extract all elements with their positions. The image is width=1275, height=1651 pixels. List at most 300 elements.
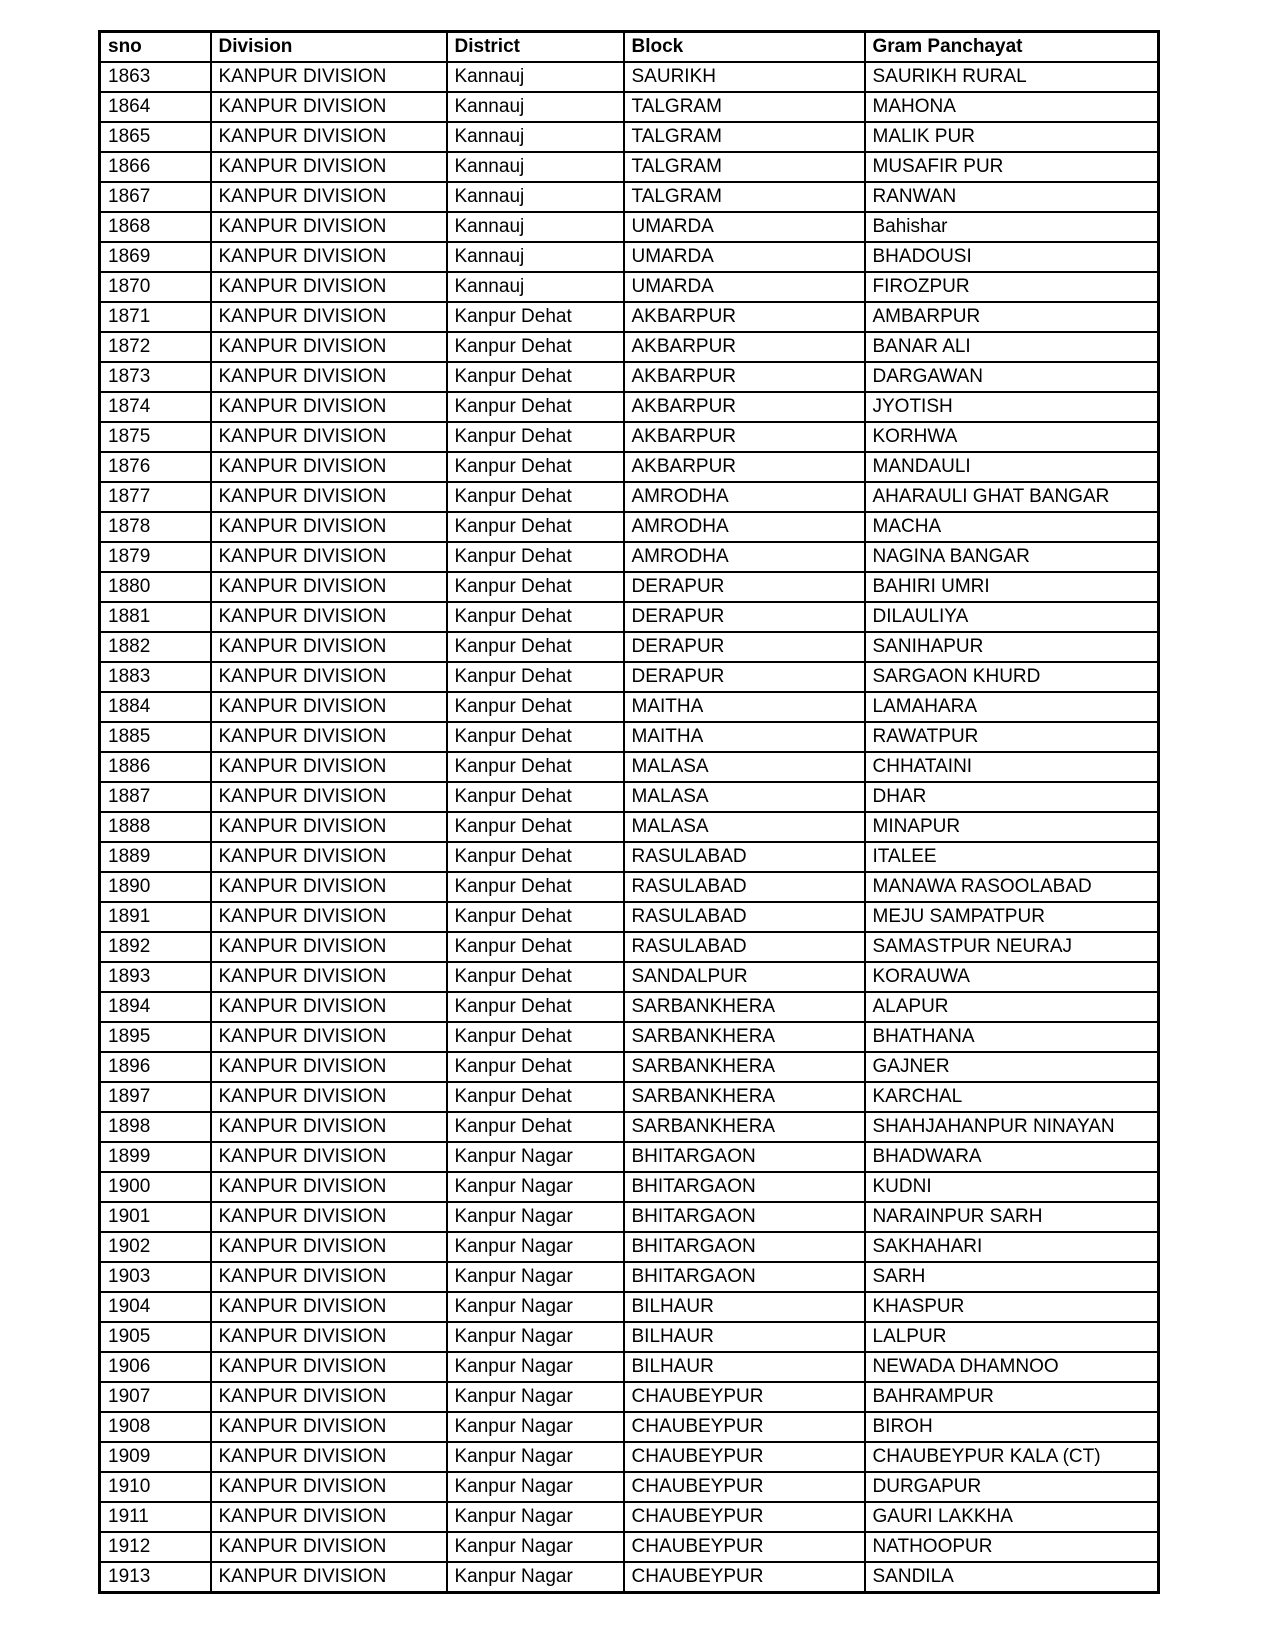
cell-sno: 1887 xyxy=(100,782,211,812)
cell-sno: 1896 xyxy=(100,1052,211,1082)
cell-division: KANPUR DIVISION xyxy=(211,602,447,632)
cell-gram_panchayat: MALIK PUR xyxy=(865,122,1159,152)
table-row xyxy=(100,1292,1159,1322)
cell-division: KANPUR DIVISION xyxy=(211,572,447,602)
cell-division: KANPUR DIVISION xyxy=(211,1382,447,1412)
cell-block: CHAUBEYPUR xyxy=(624,1472,865,1502)
table-row xyxy=(100,572,1159,602)
cell-gram_panchayat: AMBARPUR xyxy=(865,302,1159,332)
cell-division: KANPUR DIVISION xyxy=(211,422,447,452)
cell-division: KANPUR DIVISION xyxy=(211,692,447,722)
cell-block: SARBANKHERA xyxy=(624,1082,865,1112)
cell-block: SANDALPUR xyxy=(624,962,865,992)
cell-gram_panchayat: DILAULIYA xyxy=(865,602,1159,632)
table-row xyxy=(100,1172,1159,1202)
cell-division: KANPUR DIVISION xyxy=(211,662,447,692)
table-row xyxy=(100,632,1159,662)
header-block: Block xyxy=(624,32,865,63)
cell-division: KANPUR DIVISION xyxy=(211,1172,447,1202)
cell-gram_panchayat: BAHRAMPUR xyxy=(865,1382,1159,1412)
header-row xyxy=(100,32,1159,63)
cell-division: KANPUR DIVISION xyxy=(211,1022,447,1052)
cell-division: KANPUR DIVISION xyxy=(211,1052,447,1082)
cell-district: Kanpur Nagar xyxy=(447,1532,624,1562)
cell-division: KANPUR DIVISION xyxy=(211,1352,447,1382)
cell-sno: 1879 xyxy=(100,542,211,572)
cell-block: RASULABAD xyxy=(624,872,865,902)
gram-panchayat-table xyxy=(98,30,1160,1594)
cell-gram_panchayat: DHAR xyxy=(865,782,1159,812)
cell-division: KANPUR DIVISION xyxy=(211,542,447,572)
cell-division: KANPUR DIVISION xyxy=(211,812,447,842)
cell-gram_panchayat: SAMASTPUR NEURAJ xyxy=(865,932,1159,962)
table-row xyxy=(100,1082,1159,1112)
cell-division: KANPUR DIVISION xyxy=(211,782,447,812)
cell-sno: 1893 xyxy=(100,962,211,992)
cell-division: KANPUR DIVISION xyxy=(211,842,447,872)
cell-block: MAITHA xyxy=(624,692,865,722)
cell-gram_panchayat: NEWADA DHAMNOO xyxy=(865,1352,1159,1382)
cell-sno: 1863 xyxy=(100,62,211,92)
cell-sno: 1913 xyxy=(100,1562,211,1593)
table-row xyxy=(100,92,1159,122)
cell-district: Kanpur Nagar xyxy=(447,1322,624,1352)
cell-block: CHAUBEYPUR xyxy=(624,1412,865,1442)
cell-district: Kanpur Dehat xyxy=(447,1082,624,1112)
table-row xyxy=(100,1142,1159,1172)
cell-sno: 1871 xyxy=(100,302,211,332)
cell-division: KANPUR DIVISION xyxy=(211,92,447,122)
cell-block: SARBANKHERA xyxy=(624,1112,865,1142)
cell-division: KANPUR DIVISION xyxy=(211,242,447,272)
cell-gram_panchayat: BHADOUSI xyxy=(865,242,1159,272)
table-row xyxy=(100,1412,1159,1442)
table-row xyxy=(100,1202,1159,1232)
table-row xyxy=(100,992,1159,1022)
cell-sno: 1886 xyxy=(100,752,211,782)
table-header xyxy=(100,32,1159,63)
cell-gram_panchayat: DARGAWAN xyxy=(865,362,1159,392)
cell-division: KANPUR DIVISION xyxy=(211,1472,447,1502)
cell-gram_panchayat: NARAINPUR SARH xyxy=(865,1202,1159,1232)
cell-gram_panchayat: BIROH xyxy=(865,1412,1159,1442)
cell-sno: 1908 xyxy=(100,1412,211,1442)
cell-sno: 1906 xyxy=(100,1352,211,1382)
table-row xyxy=(100,1052,1159,1082)
cell-division: KANPUR DIVISION xyxy=(211,1082,447,1112)
cell-block: BHITARGAON xyxy=(624,1172,865,1202)
table-row xyxy=(100,1232,1159,1262)
cell-district: Kanpur Dehat xyxy=(447,842,624,872)
cell-gram_panchayat: NAGINA BANGAR xyxy=(865,542,1159,572)
cell-district: Kanpur Nagar xyxy=(447,1562,624,1593)
cell-district: Kanpur Dehat xyxy=(447,782,624,812)
cell-block: DERAPUR xyxy=(624,632,865,662)
cell-division: KANPUR DIVISION xyxy=(211,902,447,932)
cell-district: Kanpur Nagar xyxy=(447,1202,624,1232)
cell-sno: 1867 xyxy=(100,182,211,212)
cell-division: KANPUR DIVISION xyxy=(211,362,447,392)
cell-district: Kanpur Dehat xyxy=(447,812,624,842)
cell-district: Kanpur Dehat xyxy=(447,902,624,932)
cell-division: KANPUR DIVISION xyxy=(211,1412,447,1442)
cell-division: KANPUR DIVISION xyxy=(211,962,447,992)
cell-sno: 1876 xyxy=(100,452,211,482)
cell-sno: 1904 xyxy=(100,1292,211,1322)
table-row xyxy=(100,842,1159,872)
cell-sno: 1911 xyxy=(100,1502,211,1532)
cell-sno: 1875 xyxy=(100,422,211,452)
table-row xyxy=(100,152,1159,182)
header-division: Division xyxy=(211,32,447,63)
cell-sno: 1890 xyxy=(100,872,211,902)
cell-sno: 1898 xyxy=(100,1112,211,1142)
table-row xyxy=(100,1532,1159,1562)
cell-block: BHITARGAON xyxy=(624,1202,865,1232)
cell-gram_panchayat: MEJU SAMPATPUR xyxy=(865,902,1159,932)
cell-division: KANPUR DIVISION xyxy=(211,272,447,302)
cell-sno: 1881 xyxy=(100,602,211,632)
table-row xyxy=(100,962,1159,992)
cell-district: Kanpur Dehat xyxy=(447,482,624,512)
table-row xyxy=(100,302,1159,332)
table-row xyxy=(100,452,1159,482)
table-row xyxy=(100,662,1159,692)
cell-block: BHITARGAON xyxy=(624,1262,865,1292)
cell-district: Kannauj xyxy=(447,92,624,122)
cell-district: Kanpur Nagar xyxy=(447,1262,624,1292)
table-row xyxy=(100,332,1159,362)
cell-sno: 1865 xyxy=(100,122,211,152)
cell-gram_panchayat: BHADWARA xyxy=(865,1142,1159,1172)
cell-block: MALASA xyxy=(624,782,865,812)
cell-block: CHAUBEYPUR xyxy=(624,1502,865,1532)
cell-sno: 1901 xyxy=(100,1202,211,1232)
cell-block: TALGRAM xyxy=(624,92,865,122)
cell-division: KANPUR DIVISION xyxy=(211,1442,447,1472)
cell-district: Kanpur Dehat xyxy=(447,992,624,1022)
cell-sno: 1897 xyxy=(100,1082,211,1112)
cell-block: AKBARPUR xyxy=(624,392,865,422)
cell-district: Kanpur Dehat xyxy=(447,572,624,602)
table-row xyxy=(100,422,1159,452)
table-row xyxy=(100,1352,1159,1382)
cell-district: Kanpur Dehat xyxy=(447,602,624,632)
cell-sno: 1907 xyxy=(100,1382,211,1412)
cell-district: Kanpur Dehat xyxy=(447,632,624,662)
cell-sno: 1903 xyxy=(100,1262,211,1292)
cell-division: KANPUR DIVISION xyxy=(211,632,447,662)
cell-district: Kanpur Nagar xyxy=(447,1352,624,1382)
cell-district: Kannauj xyxy=(447,182,624,212)
cell-district: Kanpur Dehat xyxy=(447,932,624,962)
cell-sno: 1885 xyxy=(100,722,211,752)
cell-block: BHITARGAON xyxy=(624,1142,865,1172)
cell-division: KANPUR DIVISION xyxy=(211,482,447,512)
cell-block: SARBANKHERA xyxy=(624,992,865,1022)
cell-gram_panchayat: SAKHAHARI xyxy=(865,1232,1159,1262)
table-row xyxy=(100,1022,1159,1052)
cell-gram_panchayat: MAHONA xyxy=(865,92,1159,122)
cell-district: Kanpur Dehat xyxy=(447,512,624,542)
cell-gram_panchayat: BANAR ALI xyxy=(865,332,1159,362)
cell-sno: 1900 xyxy=(100,1172,211,1202)
cell-block: CHAUBEYPUR xyxy=(624,1442,865,1472)
cell-division: KANPUR DIVISION xyxy=(211,302,447,332)
cell-district: Kannauj xyxy=(447,62,624,92)
cell-gram_panchayat: CHHATAINI xyxy=(865,752,1159,782)
cell-sno: 1868 xyxy=(100,212,211,242)
cell-division: KANPUR DIVISION xyxy=(211,1112,447,1142)
cell-block: BILHAUR xyxy=(624,1292,865,1322)
cell-district: Kanpur Nagar xyxy=(447,1442,624,1472)
table-row xyxy=(100,512,1159,542)
table-row xyxy=(100,692,1159,722)
cell-gram_panchayat: KORHWA xyxy=(865,422,1159,452)
cell-district: Kannauj xyxy=(447,122,624,152)
cell-sno: 1891 xyxy=(100,902,211,932)
cell-sno: 1899 xyxy=(100,1142,211,1172)
table-row xyxy=(100,392,1159,422)
cell-division: KANPUR DIVISION xyxy=(211,332,447,362)
cell-block: AMRODHA xyxy=(624,512,865,542)
cell-sno: 1878 xyxy=(100,512,211,542)
cell-division: KANPUR DIVISION xyxy=(211,1292,447,1322)
cell-division: KANPUR DIVISION xyxy=(211,1322,447,1352)
header-sno: sno xyxy=(100,32,211,63)
cell-division: KANPUR DIVISION xyxy=(211,872,447,902)
cell-block: DERAPUR xyxy=(624,602,865,632)
cell-division: KANPUR DIVISION xyxy=(211,1502,447,1532)
cell-district: Kanpur Dehat xyxy=(447,542,624,572)
cell-district: Kanpur Nagar xyxy=(447,1172,624,1202)
cell-gram_panchayat: LALPUR xyxy=(865,1322,1159,1352)
cell-division: KANPUR DIVISION xyxy=(211,1562,447,1593)
cell-sno: 1910 xyxy=(100,1472,211,1502)
cell-block: BILHAUR xyxy=(624,1322,865,1352)
cell-gram_panchayat: Bahishar xyxy=(865,212,1159,242)
table-row xyxy=(100,872,1159,902)
cell-block: UMARDA xyxy=(624,242,865,272)
cell-district: Kanpur Dehat xyxy=(447,302,624,332)
table-row xyxy=(100,782,1159,812)
cell-gram_panchayat: GAURI LAKKHA xyxy=(865,1502,1159,1532)
cell-district: Kanpur Dehat xyxy=(447,392,624,422)
cell-block: RASULABAD xyxy=(624,932,865,962)
table-row xyxy=(100,1502,1159,1532)
table-row xyxy=(100,212,1159,242)
table-row xyxy=(100,1382,1159,1412)
cell-district: Kanpur Dehat xyxy=(447,422,624,452)
cell-sno: 1874 xyxy=(100,392,211,422)
cell-district: Kanpur Dehat xyxy=(447,452,624,482)
cell-district: Kannauj xyxy=(447,272,624,302)
cell-block: SARBANKHERA xyxy=(624,1022,865,1052)
table-row xyxy=(100,722,1159,752)
cell-block: CHAUBEYPUR xyxy=(624,1562,865,1593)
cell-district: Kanpur Dehat xyxy=(447,332,624,362)
cell-gram_panchayat: LAMAHARA xyxy=(865,692,1159,722)
cell-block: RASULABAD xyxy=(624,902,865,932)
cell-sno: 1864 xyxy=(100,92,211,122)
cell-sno: 1883 xyxy=(100,662,211,692)
cell-division: KANPUR DIVISION xyxy=(211,62,447,92)
cell-block: MALASA xyxy=(624,752,865,782)
cell-gram_panchayat: CHAUBEYPUR KALA (CT) xyxy=(865,1442,1159,1472)
table-row xyxy=(100,1262,1159,1292)
cell-gram_panchayat: MANAWA RASOOLABAD xyxy=(865,872,1159,902)
cell-block: CHAUBEYPUR xyxy=(624,1382,865,1412)
table-row xyxy=(100,1472,1159,1502)
cell-gram_panchayat: RANWAN xyxy=(865,182,1159,212)
table-row xyxy=(100,752,1159,782)
table-row xyxy=(100,122,1159,152)
cell-division: KANPUR DIVISION xyxy=(211,122,447,152)
cell-gram_panchayat: SARGAON KHURD xyxy=(865,662,1159,692)
cell-sno: 1894 xyxy=(100,992,211,1022)
cell-block: AKBARPUR xyxy=(624,332,865,362)
cell-sno: 1892 xyxy=(100,932,211,962)
cell-district: Kanpur Dehat xyxy=(447,872,624,902)
cell-block: TALGRAM xyxy=(624,152,865,182)
table-row xyxy=(100,1442,1159,1472)
cell-district: Kanpur Nagar xyxy=(447,1502,624,1532)
cell-division: KANPUR DIVISION xyxy=(211,1232,447,1262)
cell-district: Kanpur Nagar xyxy=(447,1382,624,1412)
table-body xyxy=(100,62,1159,1593)
cell-sno: 1895 xyxy=(100,1022,211,1052)
cell-district: Kannauj xyxy=(447,212,624,242)
cell-district: Kanpur Dehat xyxy=(447,362,624,392)
cell-sno: 1905 xyxy=(100,1322,211,1352)
table-row xyxy=(100,932,1159,962)
cell-division: KANPUR DIVISION xyxy=(211,1262,447,1292)
cell-block: SARBANKHERA xyxy=(624,1052,865,1082)
cell-block: AKBARPUR xyxy=(624,362,865,392)
cell-block: BHITARGAON xyxy=(624,1232,865,1262)
cell-block: CHAUBEYPUR xyxy=(624,1532,865,1562)
cell-district: Kanpur Dehat xyxy=(447,1052,624,1082)
cell-sno: 1884 xyxy=(100,692,211,722)
cell-sno: 1866 xyxy=(100,152,211,182)
cell-district: Kannauj xyxy=(447,152,624,182)
table-row xyxy=(100,542,1159,572)
cell-block: TALGRAM xyxy=(624,182,865,212)
cell-block: AMRODHA xyxy=(624,482,865,512)
cell-division: KANPUR DIVISION xyxy=(211,1202,447,1232)
cell-gram_panchayat: SHAHJAHANPUR NINAYAN xyxy=(865,1112,1159,1142)
cell-gram_panchayat: ITALEE xyxy=(865,842,1159,872)
cell-gram_panchayat: BAHIRI UMRI xyxy=(865,572,1159,602)
table-row xyxy=(100,902,1159,932)
cell-division: KANPUR DIVISION xyxy=(211,1532,447,1562)
cell-gram_panchayat: MANDAULI xyxy=(865,452,1159,482)
cell-district: Kanpur Nagar xyxy=(447,1232,624,1262)
cell-sno: 1869 xyxy=(100,242,211,272)
cell-block: DERAPUR xyxy=(624,572,865,602)
cell-division: KANPUR DIVISION xyxy=(211,932,447,962)
cell-division: KANPUR DIVISION xyxy=(211,752,447,782)
cell-gram_panchayat: MACHA xyxy=(865,512,1159,542)
cell-gram_panchayat: NATHOOPUR xyxy=(865,1532,1159,1562)
cell-district: Kanpur Nagar xyxy=(447,1142,624,1172)
cell-sno: 1882 xyxy=(100,632,211,662)
cell-sno: 1909 xyxy=(100,1442,211,1472)
table-row xyxy=(100,1112,1159,1142)
cell-block: AKBARPUR xyxy=(624,452,865,482)
table-row xyxy=(100,1562,1159,1593)
cell-division: KANPUR DIVISION xyxy=(211,992,447,1022)
cell-gram_panchayat: JYOTISH xyxy=(865,392,1159,422)
table-row xyxy=(100,362,1159,392)
cell-gram_panchayat: SANIHAPUR xyxy=(865,632,1159,662)
cell-block: MALASA xyxy=(624,812,865,842)
cell-sno: 1912 xyxy=(100,1532,211,1562)
table-row xyxy=(100,62,1159,92)
cell-gram_panchayat: FIROZPUR xyxy=(865,272,1159,302)
table-row xyxy=(100,812,1159,842)
cell-district: Kannauj xyxy=(447,242,624,272)
cell-district: Kanpur Dehat xyxy=(447,692,624,722)
cell-gram_panchayat: SARH xyxy=(865,1262,1159,1292)
cell-gram_panchayat: MINAPUR xyxy=(865,812,1159,842)
cell-gram_panchayat: AHARAULI GHAT BANGAR xyxy=(865,482,1159,512)
table-row xyxy=(100,482,1159,512)
cell-division: KANPUR DIVISION xyxy=(211,392,447,422)
cell-sno: 1880 xyxy=(100,572,211,602)
cell-division: KANPUR DIVISION xyxy=(211,1142,447,1172)
cell-gram_panchayat: RAWATPUR xyxy=(865,722,1159,752)
cell-gram_panchayat: SAURIKH RURAL xyxy=(865,62,1159,92)
cell-block: UMARDA xyxy=(624,272,865,302)
cell-gram_panchayat: MUSAFIR PUR xyxy=(865,152,1159,182)
cell-block: AKBARPUR xyxy=(624,422,865,452)
cell-district: Kanpur Nagar xyxy=(447,1472,624,1502)
cell-division: KANPUR DIVISION xyxy=(211,452,447,482)
cell-gram_panchayat: GAJNER xyxy=(865,1052,1159,1082)
header-gram-panchayat: Gram Panchayat xyxy=(865,32,1159,63)
table-row xyxy=(100,602,1159,632)
cell-sno: 1872 xyxy=(100,332,211,362)
cell-division: KANPUR DIVISION xyxy=(211,722,447,752)
cell-block: BILHAUR xyxy=(624,1352,865,1382)
cell-gram_panchayat: KARCHAL xyxy=(865,1082,1159,1112)
cell-district: Kanpur Dehat xyxy=(447,1022,624,1052)
cell-block: AMRODHA xyxy=(624,542,865,572)
cell-gram_panchayat: DURGAPUR xyxy=(865,1472,1159,1502)
cell-block: TALGRAM xyxy=(624,122,865,152)
table-row xyxy=(100,1322,1159,1352)
cell-gram_panchayat: KORAUWA xyxy=(865,962,1159,992)
table-row xyxy=(100,242,1159,272)
cell-division: KANPUR DIVISION xyxy=(211,152,447,182)
cell-district: Kanpur Dehat xyxy=(447,752,624,782)
header-district: District xyxy=(447,32,624,63)
cell-gram_panchayat: BHATHANA xyxy=(865,1022,1159,1052)
cell-block: AKBARPUR xyxy=(624,302,865,332)
cell-block: SAURIKH xyxy=(624,62,865,92)
cell-gram_panchayat: KUDNI xyxy=(865,1172,1159,1202)
cell-division: KANPUR DIVISION xyxy=(211,212,447,242)
cell-block: RASULABAD xyxy=(624,842,865,872)
cell-district: Kanpur Dehat xyxy=(447,662,624,692)
cell-gram_panchayat: SANDILA xyxy=(865,1562,1159,1593)
cell-block: UMARDA xyxy=(624,212,865,242)
cell-district: Kanpur Dehat xyxy=(447,962,624,992)
cell-district: Kanpur Nagar xyxy=(447,1292,624,1322)
cell-block: MAITHA xyxy=(624,722,865,752)
cell-district: Kanpur Dehat xyxy=(447,722,624,752)
